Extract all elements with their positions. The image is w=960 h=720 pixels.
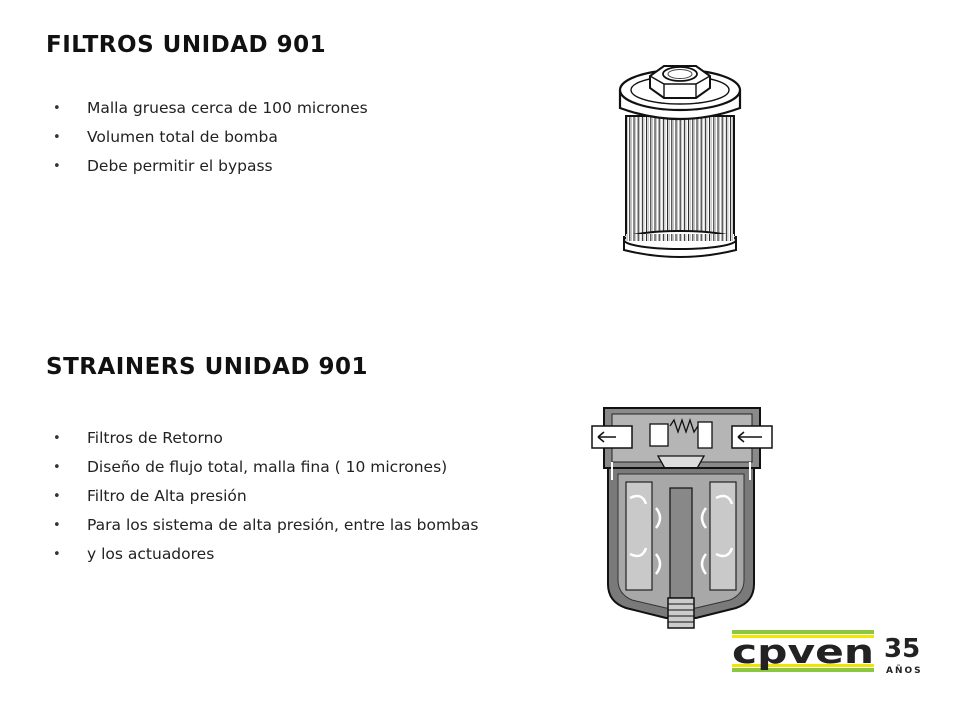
- strainers-bullet-list: [46, 424, 478, 569]
- bullet-item: • Diseño de flujo total, malla fina ( 10 micrones): [46, 453, 478, 482]
- filtros-bullet-list: [46, 94, 368, 181]
- bullet-item: • Filtro de Alta presión: [46, 482, 478, 511]
- logo-brand: cpven: [732, 632, 874, 671]
- bullet-item: • Para los sistema de alta presión, entre las bombas: [46, 511, 478, 540]
- bullet-item: • Volumen total de bomba: [46, 123, 368, 152]
- bullet-item: • Malla gruesa cerca de 100 micrones: [46, 94, 368, 123]
- section-title-strainers: STRAINERS UNIDAD 901: [46, 354, 369, 380]
- bullet-item: • y los actuadores: [46, 540, 478, 569]
- section-title-filtros: FILTROS UNIDAD 901: [46, 32, 327, 58]
- logo-years: AÑOS: [886, 666, 923, 676]
- bullet-item: • Filtros de Retorno: [46, 424, 478, 453]
- cpven-logo: [732, 630, 928, 680]
- logo-number: 35: [884, 634, 921, 664]
- suction-filter-illustration: [612, 58, 748, 278]
- bullet-item: • Debe permitir el bypass: [46, 152, 368, 181]
- strainer-cutaway-illustration: [586, 404, 776, 640]
